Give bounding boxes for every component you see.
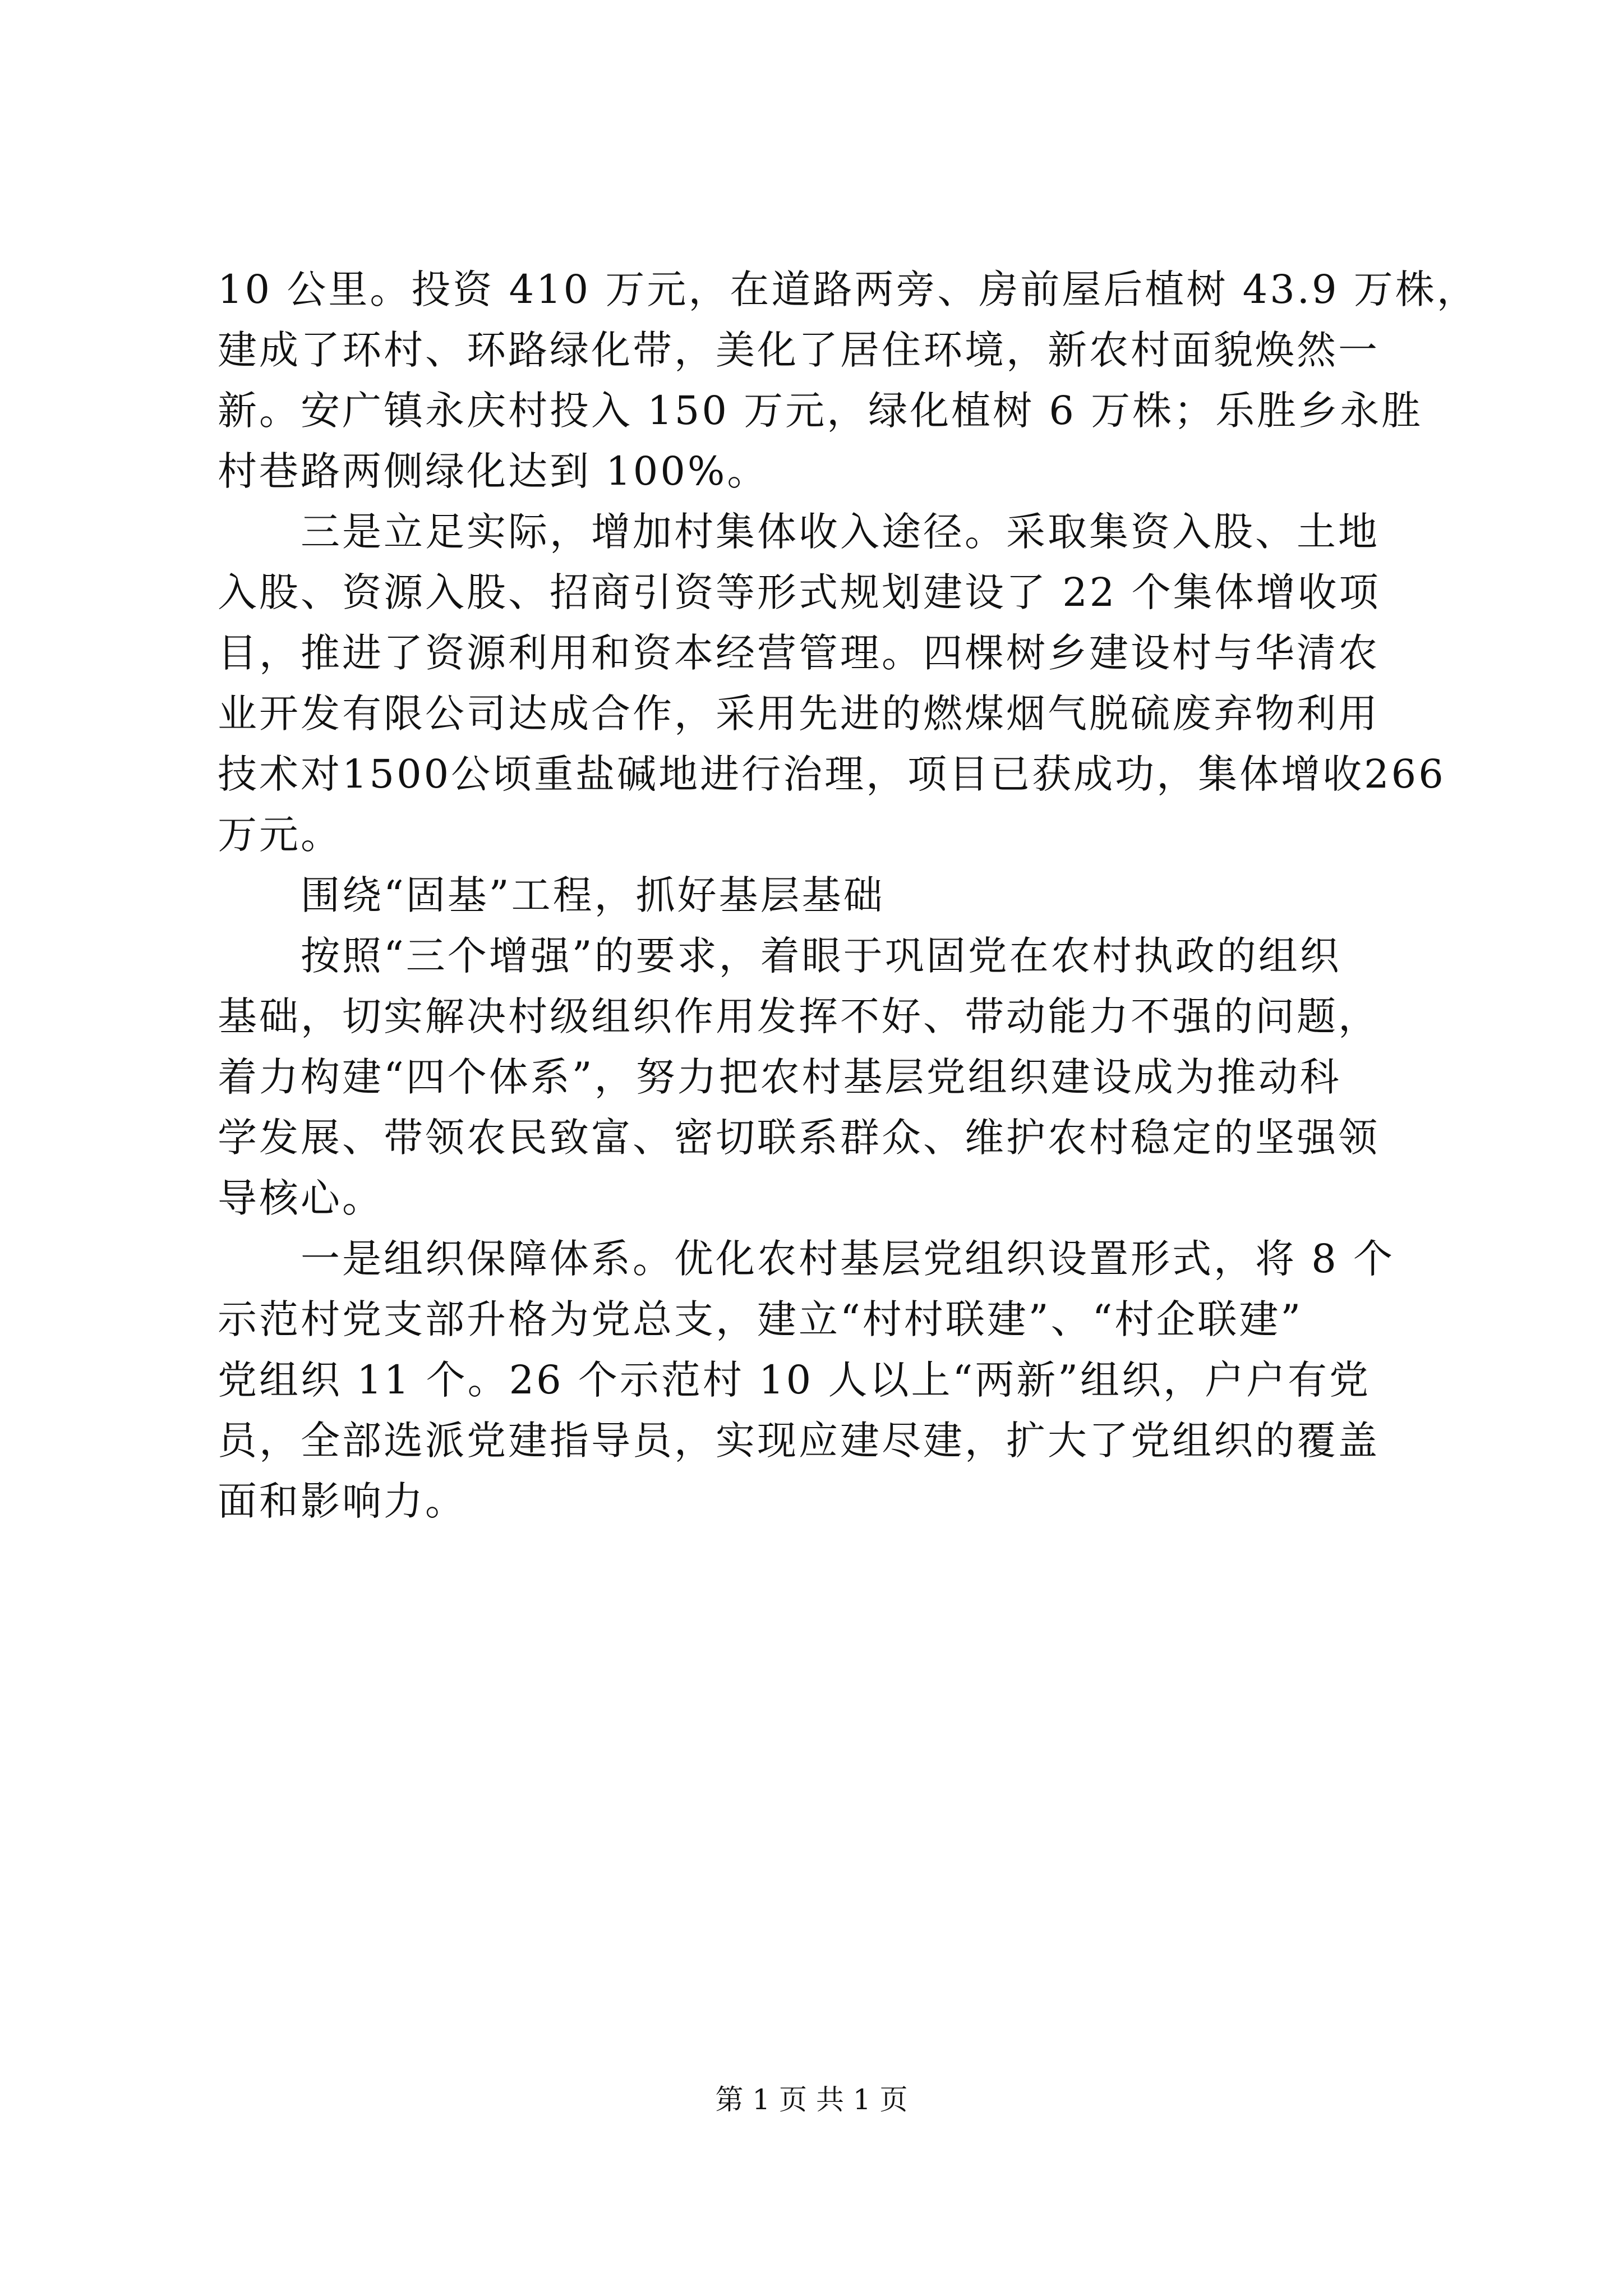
page-footer: 第 1 页 共 1 页 xyxy=(715,2083,908,2116)
text-line: 示范村党支部升格为党总支，建立“村村联建”、“村企联建” xyxy=(218,1296,1303,1342)
text-line: 目，推进了资源利用和资本经营管理。四棵树乡建设村与华清农 xyxy=(218,630,1380,676)
text-line: 建成了环村、环路绿化带，美化了居住环境，新农村面貌焕然一 xyxy=(218,327,1380,373)
text-line: 学发展、带领农民致富、密切联系群众、维护农村稳定的坚强领 xyxy=(218,1115,1380,1161)
text-line: 10 公里。投资 410 万元，在道路两旁、房前屋后植树 43.9 万株， xyxy=(218,266,1478,312)
text-line: 技术对1500公顷重盐碱地进行治理，项目已获成功，集体增收266 xyxy=(218,751,1446,797)
text-line: 一是组织保障体系。优化农村基层党组织设置形式，将 8 个 xyxy=(218,1236,1395,1282)
text-line: 入股、资源入股、招商引资等形式规划建设了 22 个集体增收项 xyxy=(218,569,1381,615)
text-line: 员，全部选派党建指导员，实现应建尽建，扩大了党组织的覆盖 xyxy=(218,1418,1380,1464)
text-line: 导核心。 xyxy=(218,1175,384,1221)
text-line: 三是立足实际，增加村集体收入途径。采取集资入股、土地 xyxy=(218,509,1380,555)
text-line: 基础，切实解决村级组织作用发挥不好、带动能力不强的问题， xyxy=(218,993,1380,1039)
document-body xyxy=(218,259,1478,1531)
text-line: 业开发有限公司达成合作，采用先进的燃煤烟气脱硫废弃物利用 xyxy=(218,691,1380,737)
text-line: 村巷路两侧绿化达到 100%。 xyxy=(218,448,769,494)
text-line: 党组织 11 个。26 个示范村 10 人以上“两新”组织，户户有党 xyxy=(218,1357,1371,1403)
text-line: 按照“三个增强”的要求，着眼于巩固党在农村执政的组织 xyxy=(218,933,1341,979)
section-heading: 围绕“固基”工程，抓好基层基础 xyxy=(218,872,885,918)
text-line: 万元。 xyxy=(218,812,342,858)
text-line: 面和影响力。 xyxy=(218,1478,467,1524)
text-line: 新。安广镇永庆村投入 150 万元，绿化植树 6 万株；乐胜乡永胜 xyxy=(218,388,1423,434)
text-line: 着力构建“四个体系”，努力把农村基层党组织建设成为推动科 xyxy=(218,1054,1341,1100)
